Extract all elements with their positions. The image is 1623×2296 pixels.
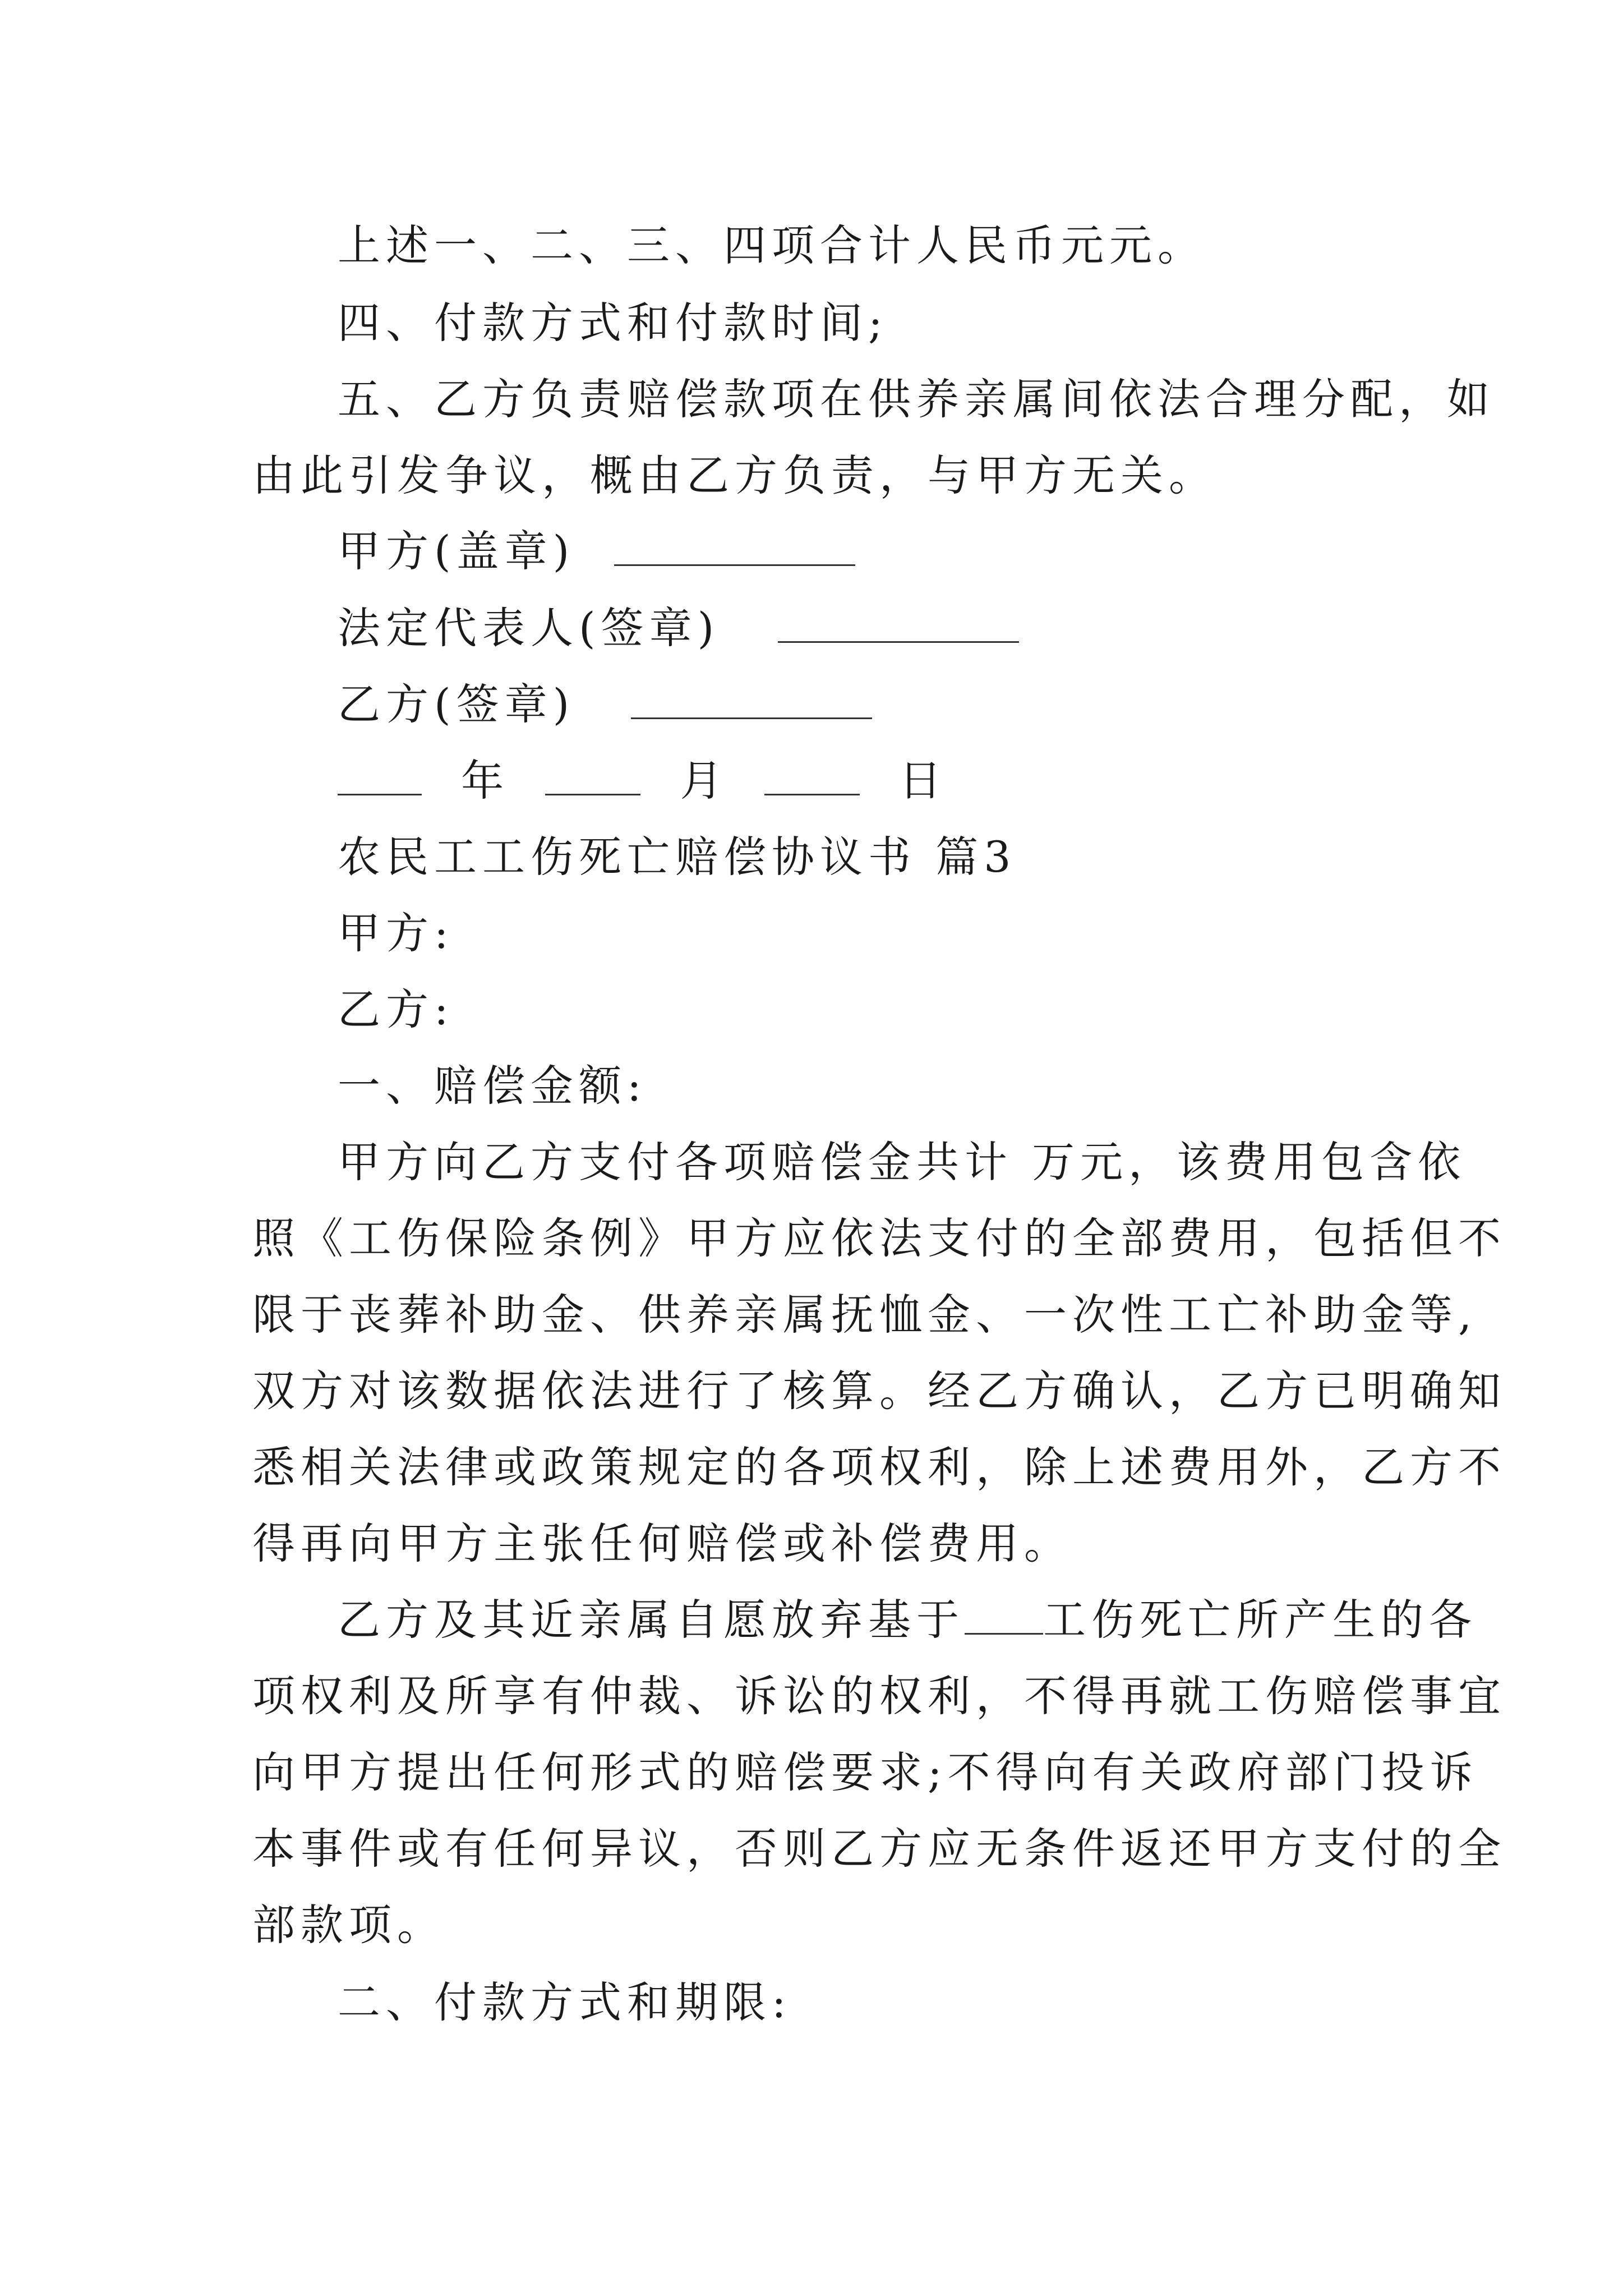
p2-line-2: 项权利及所享有仲裁、诉讼的权利，不得再就工伤赔偿事宜 bbox=[252, 1671, 1506, 1721]
p1-line-3: 限于丧葬补助金、供养亲属抚恤金、一次性工亡补助金等, bbox=[252, 1290, 1478, 1340]
section-title: 农民工工伤死亡赔偿协议书 篇3 bbox=[338, 832, 1017, 882]
p2-line-1-before: 乙方及其近亲属自愿放弃基于 bbox=[338, 1595, 965, 1645]
legal-rep-row bbox=[338, 601, 1019, 655]
distribution-line-1: 五、乙方负责赔偿款项在供养亲属间依法合理分配，如 bbox=[338, 374, 1495, 424]
distribution-line-2: 由此引发争议，概由乙方负责，与甲方无关。 bbox=[252, 450, 1217, 500]
item1-title: 一、赔偿金额: bbox=[338, 1061, 647, 1111]
p2-line-1-after: 工伤死亡所产生的各 bbox=[1043, 1595, 1477, 1645]
p2-line-4: 本事件或有任何异议，否则乙方应无条件返还甲方支付的全 bbox=[252, 1824, 1506, 1874]
day-blank bbox=[764, 760, 860, 795]
month-blank bbox=[545, 760, 640, 795]
payment-method-line: 四、付款方式和付款时间; bbox=[338, 298, 888, 348]
party-a-seal-label: 甲方(盖章) bbox=[338, 526, 575, 576]
p1-line-4: 双方对该数据依法进行了核算。经乙方确认，乙方已明确知 bbox=[252, 1366, 1506, 1416]
p1-line-1: 甲方向乙方支付各项赔偿金共计 万元，该费用包含依 bbox=[338, 1137, 1467, 1187]
party-a-seal-row bbox=[338, 524, 855, 578]
p2-line-5: 部款项。 bbox=[252, 1900, 445, 1950]
p1-line-5: 悉相关法律或政策规定的各项权利，除上述费用外，乙方不 bbox=[252, 1442, 1506, 1492]
party-b-sign-blank bbox=[631, 684, 872, 719]
legal-rep-blank bbox=[778, 608, 1019, 643]
year-blank bbox=[338, 760, 422, 795]
party-a-seal-blank bbox=[614, 531, 855, 566]
month-label: 月 bbox=[680, 756, 728, 806]
total-amount-line: 上述一、二、三、四项合计人民币元元。 bbox=[338, 220, 1206, 270]
legal-rep-label: 法定代表人(签章) bbox=[338, 603, 720, 653]
p1-line-2: 照《工伤保险条例》甲方应依法支付的全部费用，包括但不 bbox=[252, 1213, 1506, 1263]
item2-title: 二、付款方式和期限: bbox=[338, 1977, 792, 2027]
party-b-sign-row bbox=[338, 678, 872, 731]
date-row bbox=[338, 754, 947, 808]
p2-line-1 bbox=[338, 1593, 1477, 1647]
day-label: 日 bbox=[898, 756, 947, 806]
party-b-sign-label: 乙方(签章) bbox=[338, 679, 575, 729]
year-label: 年 bbox=[461, 756, 510, 806]
p2-line-3: 向甲方提出任何形式的赔偿要求;不得向有关政府部门投诉 bbox=[252, 1747, 1478, 1797]
party-b-line: 乙方: bbox=[338, 984, 454, 1034]
p2-inline-blank bbox=[965, 1602, 1043, 1635]
p1-line-6: 得再向甲方主张任何赔偿或补偿费用。 bbox=[252, 1519, 1072, 1568]
party-a-line: 甲方: bbox=[338, 908, 454, 958]
